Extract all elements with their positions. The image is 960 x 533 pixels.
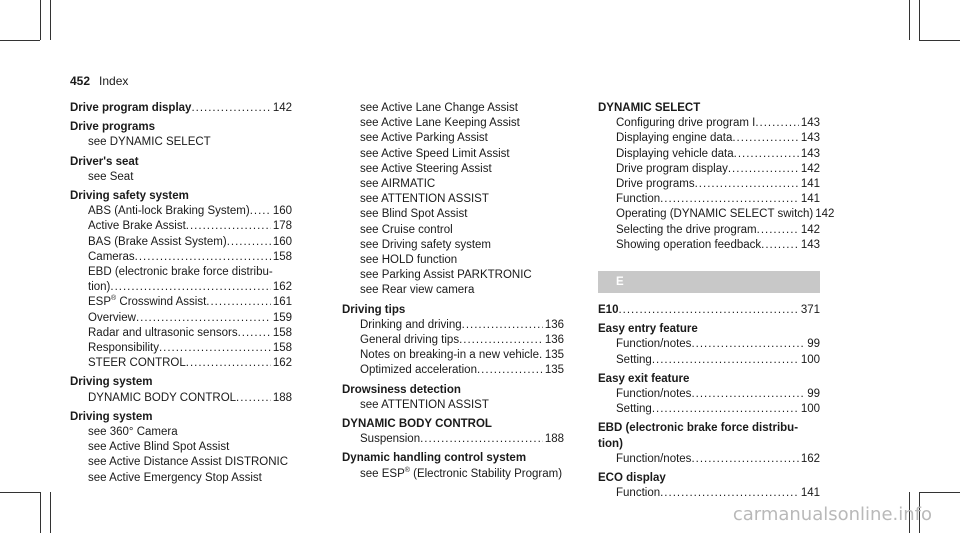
- page-ref: 371: [800, 304, 820, 317]
- index-reference: see HOLD function: [360, 254, 458, 267]
- page-ref: 159: [272, 311, 292, 324]
- index-subentry: [70, 356, 292, 371]
- page-ref: 141: [800, 178, 820, 191]
- index-reference: see Active Emergency Stop Assist: [88, 471, 262, 484]
- page-ref: 158: [272, 250, 292, 263]
- leader-dots: [761, 238, 799, 253]
- index-heading: Drive programs: [70, 121, 156, 134]
- index-subentry: [598, 353, 820, 368]
- entry-text: STEER CONTROL: [88, 357, 186, 370]
- entry-text: tion): [88, 281, 111, 294]
- entry-text: Setting: [616, 353, 652, 366]
- page-ref: 143: [800, 117, 820, 130]
- index-subentry: [598, 162, 820, 177]
- index-subentry: [70, 219, 292, 234]
- index-heading: EBD (electronic brake force distribu-: [598, 422, 799, 435]
- index-subentry: [342, 333, 564, 348]
- crop-mark: [50, 0, 51, 40]
- leader-dots: [691, 452, 798, 467]
- leader-dots: [420, 432, 543, 447]
- entry-text-part: ESP: [88, 296, 112, 309]
- leader-dots: [728, 162, 799, 177]
- entry-text-part: see ESP: [360, 467, 405, 480]
- index-heading: Drowsiness detection: [342, 383, 461, 396]
- entry-text-part: Crosswind Assist: [116, 296, 207, 309]
- entry-text-part: (Electronic Stability Program): [409, 467, 563, 480]
- entry-text: Function/notes: [616, 452, 692, 465]
- entry-text: Drive program display: [616, 162, 728, 175]
- index-reference: see Parking Assist PARKTRONIC: [360, 269, 532, 282]
- index-reference: see Active Lane Change Assist: [360, 102, 518, 114]
- leader-dots: [206, 295, 271, 310]
- leader-dots: [110, 280, 270, 295]
- index-heading: Driving safety system: [70, 190, 189, 203]
- index-heading: [70, 101, 292, 116]
- entry-text: Operating (DYNAMIC SELECT switch): [616, 208, 814, 221]
- leader-dots: [695, 177, 799, 192]
- entry-text: Drive programs: [616, 178, 695, 191]
- index-column-2: [342, 101, 564, 482]
- entry-text: Configuring drive program I: [616, 117, 756, 130]
- registered-mark: ®: [404, 466, 410, 474]
- leader-dots: [462, 318, 543, 333]
- index-reference: see Active Blind Spot Assist: [88, 441, 230, 454]
- entry-text: Function: [616, 487, 661, 500]
- leader-dots: [459, 333, 543, 348]
- entry-text: Showing operation feedback: [616, 238, 762, 251]
- index-reference: EBD (electronic brake force distribu-: [88, 266, 273, 279]
- entry-text: Function: [616, 193, 661, 206]
- leader-dots: [236, 391, 271, 406]
- leader-dots: [159, 341, 271, 356]
- index-heading: Easy entry feature: [598, 323, 698, 336]
- index-subentry: [70, 341, 292, 356]
- index-column-3: [598, 101, 835, 501]
- entry-text: Displaying vehicle data: [616, 147, 734, 160]
- entry-text: ABS (Anti-lock Braking System): [88, 205, 250, 218]
- index-heading: Driving system: [70, 376, 153, 389]
- page-ref: 135: [544, 364, 564, 377]
- index-subentry: [342, 318, 564, 333]
- crop-mark: [919, 40, 960, 41]
- page-ref: 143: [800, 147, 820, 160]
- index-subentry: [342, 348, 564, 363]
- index-heading: Driver's seat: [70, 155, 139, 168]
- page-ref: 99: [807, 388, 820, 401]
- index-subentry: [598, 192, 820, 207]
- entry-text: Optimized acceleration: [360, 364, 477, 377]
- index-heading: DYNAMIC BODY CONTROL: [342, 418, 492, 431]
- entry-text: BAS (Brake Assist System): [88, 235, 227, 248]
- crop-mark: [40, 0, 41, 40]
- index-reference: see Rear view camera: [360, 284, 475, 297]
- page-ref: 158: [272, 342, 292, 355]
- page-ref: 141: [800, 487, 820, 500]
- page-ref: 142: [272, 102, 292, 114]
- crop-mark: [919, 492, 960, 493]
- index-column-1: [70, 101, 292, 486]
- entry-text: Notes on breaking-in a new vehicle: [360, 349, 539, 362]
- leader-dots: [660, 486, 799, 501]
- index-subentry: [598, 402, 820, 417]
- leader-dots: [691, 387, 805, 402]
- page-ref: 188: [544, 433, 564, 446]
- page-ref: 162: [800, 452, 820, 465]
- index-reference: see AIRMATIC: [360, 178, 436, 191]
- entry-text: Suspension: [360, 433, 421, 446]
- index-subentry: [598, 238, 820, 253]
- entry-text: Function/notes: [616, 338, 692, 351]
- crop-mark: [0, 40, 40, 41]
- leader-dots: [734, 147, 799, 162]
- index-subentry: [70, 391, 292, 406]
- entry-text: Responsibility: [88, 342, 159, 355]
- entry-text: Cameras: [88, 250, 135, 263]
- index-reference: [342, 467, 564, 482]
- index-reference: see Active Parking Assist: [360, 132, 488, 145]
- entry-text: Drive program display: [70, 102, 192, 114]
- leader-dots: [186, 219, 271, 234]
- leader-dots: [660, 192, 799, 207]
- index-reference: see DYNAMIC SELECT: [88, 136, 211, 149]
- page-ref: 142: [815, 208, 835, 221]
- index-heading: Driving tips: [342, 303, 406, 316]
- page-ref: 142: [800, 162, 820, 175]
- entry-text: E10: [598, 304, 619, 317]
- page-ref: 162: [272, 357, 292, 370]
- index-reference: see 360° Camera: [88, 426, 178, 439]
- leader-dots: [136, 311, 271, 326]
- page-ref: 158: [272, 326, 292, 339]
- entry-text: Drinking and driving: [360, 318, 462, 331]
- page-ref: 161: [272, 296, 292, 309]
- index-reference: see ATTENTION ASSIST: [360, 193, 489, 206]
- index-subentry: [70, 235, 292, 250]
- entry-text: Selecting the drive program: [616, 223, 757, 236]
- leader-dots: [191, 101, 270, 116]
- leader-dots: [135, 250, 271, 265]
- page-ref: 143: [800, 132, 820, 145]
- leader-dots: [238, 326, 271, 341]
- page-ref: 188: [272, 391, 292, 404]
- index-subentry: [70, 204, 292, 219]
- page-ref: 162: [272, 281, 292, 294]
- page-ref: 143: [800, 238, 820, 251]
- index-heading: Easy exit feature: [598, 372, 690, 385]
- entry-text: Active Brake Assist: [88, 220, 186, 233]
- page-ref: 136: [544, 318, 564, 331]
- entry-text: General driving tips: [360, 334, 460, 347]
- entry-text: Function/notes: [616, 388, 692, 401]
- index-reference: see Active Steering Assist: [360, 162, 492, 175]
- page-ref: 141: [800, 193, 820, 206]
- index-reference: see Driving safety system: [360, 238, 492, 251]
- index-subentry: [598, 387, 820, 402]
- page-ref: 135: [544, 349, 564, 362]
- index-subentry: [342, 363, 564, 378]
- watermark: carmanualsonline.info: [732, 504, 932, 525]
- index-heading: tion): [598, 437, 623, 450]
- index-reference: see Cruise control: [360, 223, 453, 236]
- crop-mark: [0, 492, 40, 493]
- page-number: 452: [70, 74, 91, 88]
- index-heading: ECO display: [598, 472, 666, 485]
- entry-text: Displaying engine data: [616, 132, 733, 145]
- index-reference: see ATTENTION ASSIST: [360, 398, 489, 411]
- leader-dots: [757, 223, 799, 238]
- leader-dots: [477, 363, 543, 378]
- leader-dots: [186, 356, 271, 371]
- leader-dots: [652, 402, 799, 417]
- index-reference: see Active Lane Keeping Assist: [360, 117, 520, 130]
- entry-text: [88, 295, 206, 310]
- leader-dots: [227, 235, 271, 250]
- crop-mark: [40, 492, 41, 533]
- page-ref: 142: [800, 223, 820, 236]
- index-subentry: [598, 207, 835, 222]
- page-ref: 178: [272, 220, 292, 233]
- index-subentry: [70, 250, 292, 265]
- index-heading: [598, 303, 820, 318]
- index-subentry: [70, 280, 292, 295]
- leader-dots: [732, 131, 798, 146]
- entry-text: DYNAMIC BODY CONTROL: [88, 391, 237, 404]
- entry-text: Radar and ultrasonic sensors: [88, 326, 238, 339]
- index-heading: Dynamic handling control system: [342, 452, 527, 465]
- page-ref: 99: [807, 338, 820, 351]
- page-ref: 160: [272, 235, 292, 248]
- crop-mark: [919, 0, 920, 40]
- leader-dots: [691, 337, 805, 352]
- index-subentry: [598, 486, 820, 501]
- index-subentry: [342, 432, 564, 447]
- page-header: [70, 74, 128, 88]
- leader-dots: [652, 353, 799, 368]
- index-subentry: [598, 131, 820, 146]
- registered-mark: ®: [111, 295, 117, 303]
- index-reference: see Blind Spot Assist: [360, 208, 468, 221]
- index-reference: see Active Distance Assist DISTRONIC: [88, 456, 289, 469]
- page-ref: 100: [800, 403, 820, 416]
- index-reference: see Seat: [88, 170, 134, 183]
- crop-mark: [909, 0, 910, 40]
- section-title: Index: [99, 74, 129, 88]
- index-heading: DYNAMIC SELECT: [598, 102, 701, 114]
- index-subentry: [598, 337, 820, 352]
- index-subentry: [598, 452, 820, 467]
- letter-divider: E: [598, 271, 820, 293]
- page-ref: 160: [272, 205, 292, 218]
- index-subentry: [70, 311, 292, 326]
- crop-mark: [50, 492, 51, 533]
- index-subentry: [598, 116, 820, 131]
- index-subentry: [598, 147, 820, 162]
- page-ref: 100: [800, 353, 820, 366]
- leader-dots: [618, 303, 798, 318]
- entry-text: Overview: [88, 311, 136, 324]
- index-heading: Driving system: [70, 410, 153, 423]
- index-subentry: [598, 223, 820, 238]
- leader-dots: [250, 204, 271, 219]
- index-reference: see Active Speed Limit Assist: [360, 147, 510, 160]
- index-subentry: [70, 295, 292, 310]
- index-subentry: [598, 177, 820, 192]
- index-subentry: [70, 326, 292, 341]
- entry-text: Setting: [616, 403, 652, 416]
- leader-dots: [755, 116, 798, 131]
- page-ref: 136: [544, 334, 564, 347]
